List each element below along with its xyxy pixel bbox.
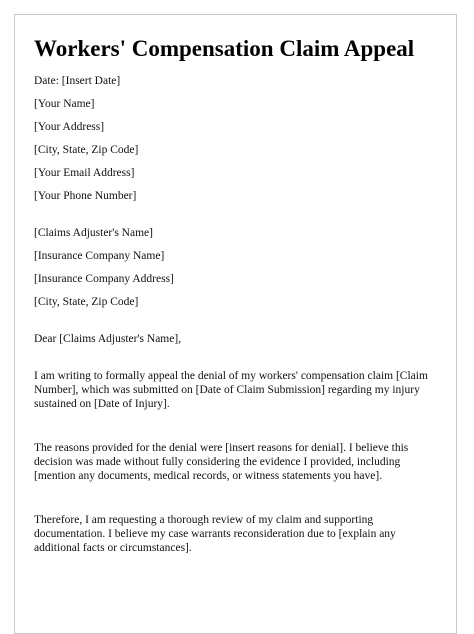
salutation: Dear [Claims Adjuster's Name], [34, 333, 182, 345]
letter-title: Workers' Compensation Claim Appeal [34, 36, 415, 61]
recipient-city-state-zip: [City, State, Zip Code] [34, 296, 139, 308]
date-line: Date: [Insert Date] [34, 75, 121, 87]
letter-page [14, 14, 457, 634]
body-paragraph: I am writing to formally appeal the denial of my workers' compensation claim [Claim Number], which was submitted on [Date of Claim Submission] regarding my injury sustained on [Date of Injury]. [34, 370, 428, 410]
letter-content [34, 35, 440, 555]
sender-phone: [Your Phone Number] [34, 190, 137, 202]
sender-address: [Your Address] [34, 121, 105, 133]
body-paragraph: The reasons provided for the denial were [insert reasons for denial]. I believe this decision was made without fully considering the evidence I provided, including [mention any documents, medical records, or witness statements you have]. [34, 442, 409, 482]
body-paragraph: Therefore, I am requesting a thorough review of my claim and supporting documentation. I believe my case warrants reconsideration due to [explain any additional facts or circumstances]. [34, 514, 396, 554]
sender-city-state-zip: [City, State, Zip Code] [34, 144, 139, 156]
sender-email: [Your Email Address] [34, 167, 135, 179]
recipient-company-address: [Insurance Company Address] [34, 273, 174, 285]
recipient-adjuster-name: [Claims Adjuster's Name] [34, 227, 153, 239]
sender-name: [Your Name] [34, 98, 95, 110]
recipient-company-name: [Insurance Company Name] [34, 250, 165, 262]
